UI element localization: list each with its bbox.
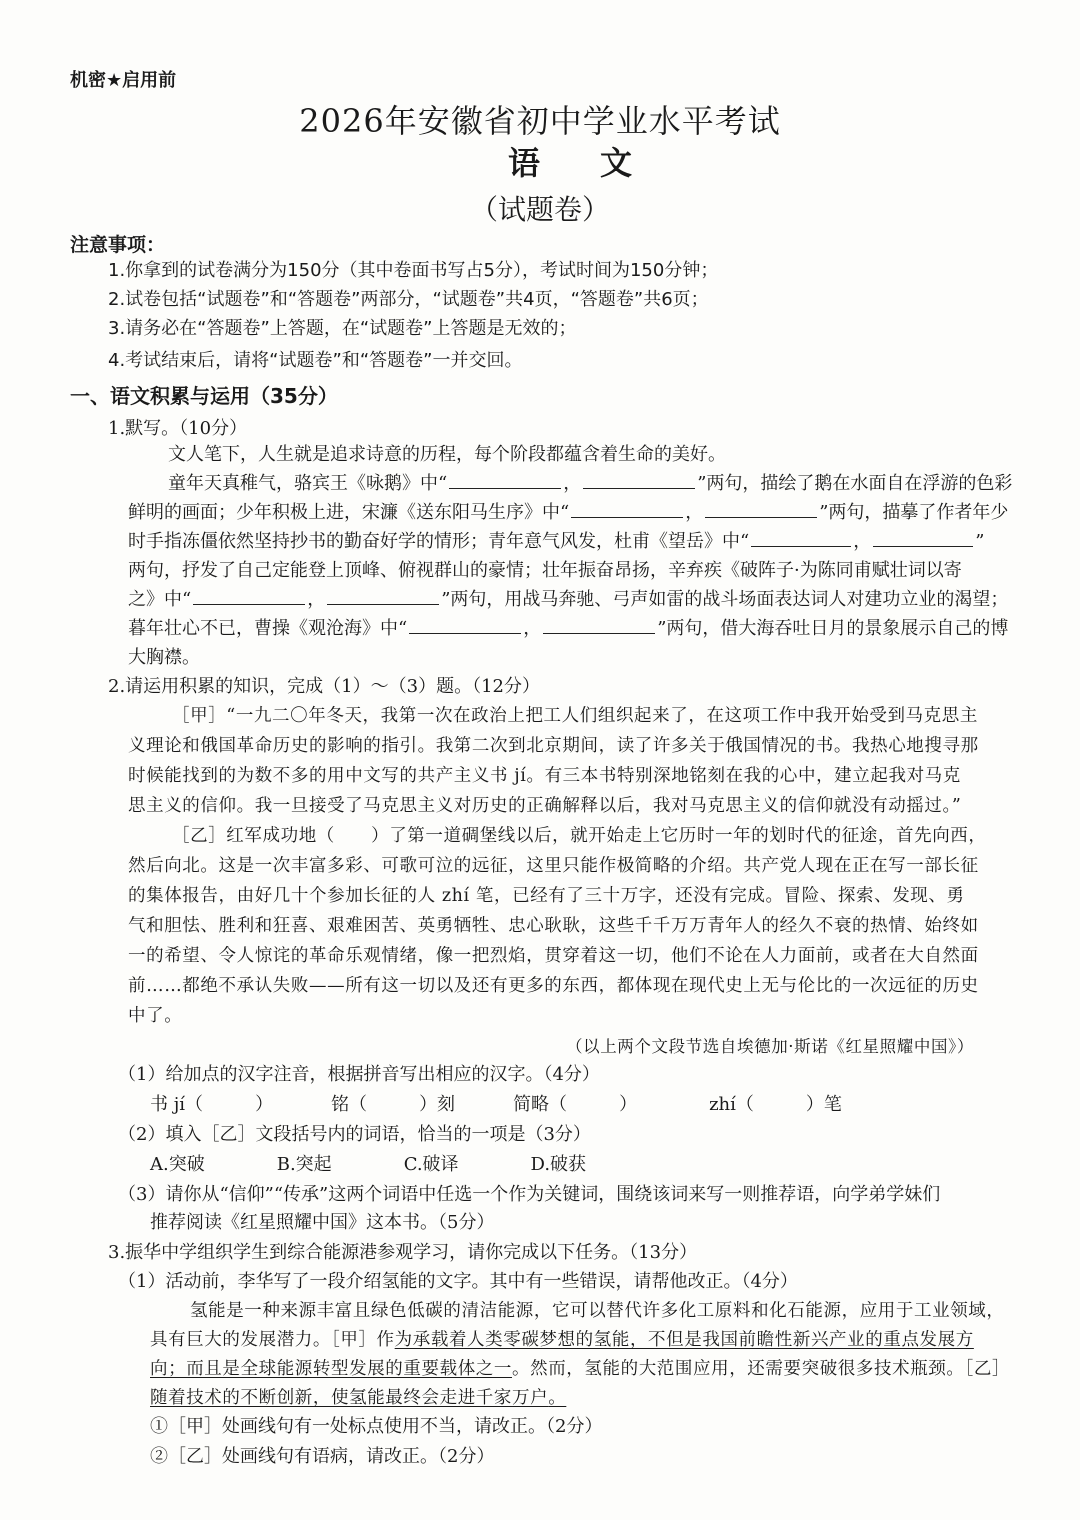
q3-item: ②［乙］处画线句有语病，请改正。（2分）	[150, 1446, 495, 1467]
q2-sub1: （1）给加点的汉字注音，根据拼音写出相应的汉字。（4分）	[118, 1064, 600, 1085]
passage-yi-line: 前……都绝不承认失败——所有这一切以及还有更多的东西，都体现在现代史上无与伦比的一次远征的历史	[128, 976, 979, 996]
notice-item: 3.请务必在“答题卷”上答题，在“试题卷”上答题是无效的；	[108, 318, 577, 339]
q3-item: ①［甲］处画线句有一处标点使用不当，请改正。（2分）	[150, 1416, 603, 1437]
option-b[interactable]: B.突起	[276, 1154, 332, 1175]
answer-blank[interactable]	[409, 615, 521, 634]
q1-line: 童年天真稚气，骆宾王《咏鹅》中“ ， ”两句，描绘了鹅在水面自在浮游的色彩	[168, 469, 1012, 498]
paper-subtitle: （试题卷）	[469, 193, 610, 226]
q2-sub3-line: （3）请你从“信仰”“传承”这两个词语中任选一个作为关键词，围绕该词来写一则推荐语，向学弟学妹们	[118, 1184, 941, 1205]
subject-title: 语文	[507, 144, 692, 182]
answer-blank[interactable]	[751, 528, 851, 547]
q3-sub1: （1）活动前，李华写了一段介绍氢能的文字。其中有一些错误，请帮他改正。（4分）	[118, 1271, 798, 1292]
passage-yi-line: 气和胆怯、胜利和狂喜、艰难困苦、英勇牺牲、忠心耿耿，这些千千万万青年人的经久不衰的热情、始终如	[128, 916, 979, 936]
answer-blank[interactable]	[583, 470, 695, 489]
q2-sub3-line: 推荐阅读《红星照耀中国》这本书。（5分）	[150, 1212, 495, 1233]
passage-yi-line: 的集体报告，由好几十个参加长征的人 zhí 笔，已经有了三十万字，还没有完成。冒险、探索、发现、勇	[128, 886, 965, 906]
question-2-title: 2.请运用积累的知识，完成（1）～（3）题。（12分）	[108, 676, 540, 697]
source-note: （以上两个文段节选自埃德加·斯诺《红星照耀中国》）	[566, 1037, 974, 1056]
q1-line: 时手指冻僵依然坚持抄书的勤奋好学的情形；青年意气风发，杜甫《望岳》中“ ， ”	[128, 527, 984, 556]
q3-passage-line: 具有巨大的发展潜力。［甲］作为承载着人类零碳梦想的氢能，不但是我国前瞻性新兴产业的重点发展方	[150, 1330, 974, 1350]
q3-passage-line: 氢能是一种来源丰富且绿色低碳的清洁能源，它可以替代许多化工原料和化石能源，应用于工业领域，	[190, 1301, 1005, 1321]
answer-blank[interactable]	[705, 499, 817, 518]
notice-item: 1.你拿到的试卷满分为150分（其中卷面书写占5分），考试时间为150分钟；	[108, 260, 719, 281]
passage-yi-line: 中了。	[128, 1006, 183, 1026]
option-d[interactable]: D.破获	[530, 1154, 587, 1175]
answer-blank[interactable]	[873, 528, 973, 547]
passage-yi-line: 一的希望、令人惊诧的革命乐观情绪，像一把烈焰，贯穿着这一切，他们不论在人力面前，或者在大自然面	[128, 946, 979, 966]
q3-passage-line: 随着技术的不断创新，使氢能最终会走进千家万户。	[150, 1388, 567, 1408]
underlined-sentence-jia: 向；而且是全球能源转型发展的重要载体之一	[150, 1359, 512, 1379]
answer-blank[interactable]	[543, 615, 655, 634]
option-c[interactable]: C.破译	[403, 1154, 459, 1175]
q1-line: 大胸襟。	[128, 647, 200, 668]
question-1-title: 1.默写。（10分）	[108, 418, 248, 439]
q1-line: 两句，抒发了自己定能登上顶峰、俯视群山的豪情；壮年振奋昂扬，辛弃疾《破阵子·为陈同甫赋壮词以寄	[128, 560, 962, 581]
answer-blank[interactable]	[193, 586, 305, 605]
section-heading: 一、语文积累与运用（35分）	[70, 384, 338, 408]
answer-blank[interactable]	[571, 499, 683, 518]
q2-sub2: （2）填入［乙］文段括号内的词语，恰当的一项是（3分）	[118, 1124, 591, 1145]
notice-item: 2.试卷包括“试题卷”和“答题卷”两部分，“试题卷”共4页，“答题卷”共6页；	[108, 289, 709, 310]
option-a[interactable]: A.突破	[150, 1154, 205, 1175]
q1-line: 暮年壮心不已，曹操《观沧海》中“ ， ”两句，借大海吞吐日月的景象展示自己的博	[128, 614, 1008, 643]
q2-options	[150, 1150, 586, 1176]
passage-yi-line: ［乙］红军成功地（ ）了第一道碉堡线以后，就开始走上它历时一年的划时代的征途，首先向西，	[172, 826, 987, 846]
underlined-sentence-jia: 为承载着人类零碳梦想的氢能，不但是我国前瞻性新兴产业的重点发展方	[394, 1330, 974, 1350]
confidential-label: 机密★启用前	[70, 70, 177, 91]
q1-line: 鲜明的画面；少年积极上进，宋濂《送东阳马生序》中“ ， ”两句，描摹了作者年少	[128, 498, 1008, 527]
answer-blank[interactable]	[327, 586, 439, 605]
passage-jia-line: 思主义的信仰。我一旦接受了马克思主义对历史的正确解释以后，我对马克思主义的信仰就没有动摇过。”	[128, 796, 962, 816]
passage-jia-line: 义理论和俄国革命历史的影响的指引。我第二次到北京期间，读了许多关于俄国情况的书。我热心地搜寻那	[128, 736, 979, 756]
question-3-title: 3.振华中学组织学生到综合能源港参观学习，请你完成以下任务。（13分）	[108, 1242, 698, 1263]
q1-line: 之》中“ ， ”两句，用战马奔驰、弓声如雷的战斗场面表达词人对建功立业的渴望；	[128, 585, 1008, 614]
underlined-sentence-yi: 随着技术的不断创新，使氢能最终会走进千家万户	[150, 1388, 549, 1408]
q3-passage-line: 向；而且是全球能源转型发展的重要载体之一。然而，氢能的大范围应用，还需要突破很多技术瓶颈。［乙］	[150, 1359, 1011, 1379]
passage-jia-line: ［甲］“一九二〇年冬天，我第一次在政治上把工人们组织起来了，在这项工作中我开始受到马克思主	[172, 706, 978, 726]
answer-blank[interactable]	[449, 470, 561, 489]
notice-heading: 注意事项：	[70, 234, 166, 256]
q1-intro: 文人笔下，人生就是追求诗意的历程，每个阶段都蕴含着生命的美好。	[168, 444, 726, 465]
exam-title: 2026年安徽省初中学业水平考试	[299, 102, 781, 140]
passage-yi-line: 然后向北。这是一次丰富多彩、可歌可泣的远征，这里只能作极简略的介绍。共产党人现在正在写一部长征	[128, 856, 979, 876]
q2-sub1-items: 书 jí（ ） 铭（ ）刻 简略（ ） zhí（ ）笔	[150, 1094, 842, 1115]
passage-jia-line: 时候能找到的为数不多的用中文写的共产主义书 jí。有三本书特别深地铭刻在我的心中，建立起我对马克	[128, 766, 961, 786]
notice-item: 4.考试结束后，请将“试题卷”和“答题卷”一并交回。	[108, 350, 523, 371]
